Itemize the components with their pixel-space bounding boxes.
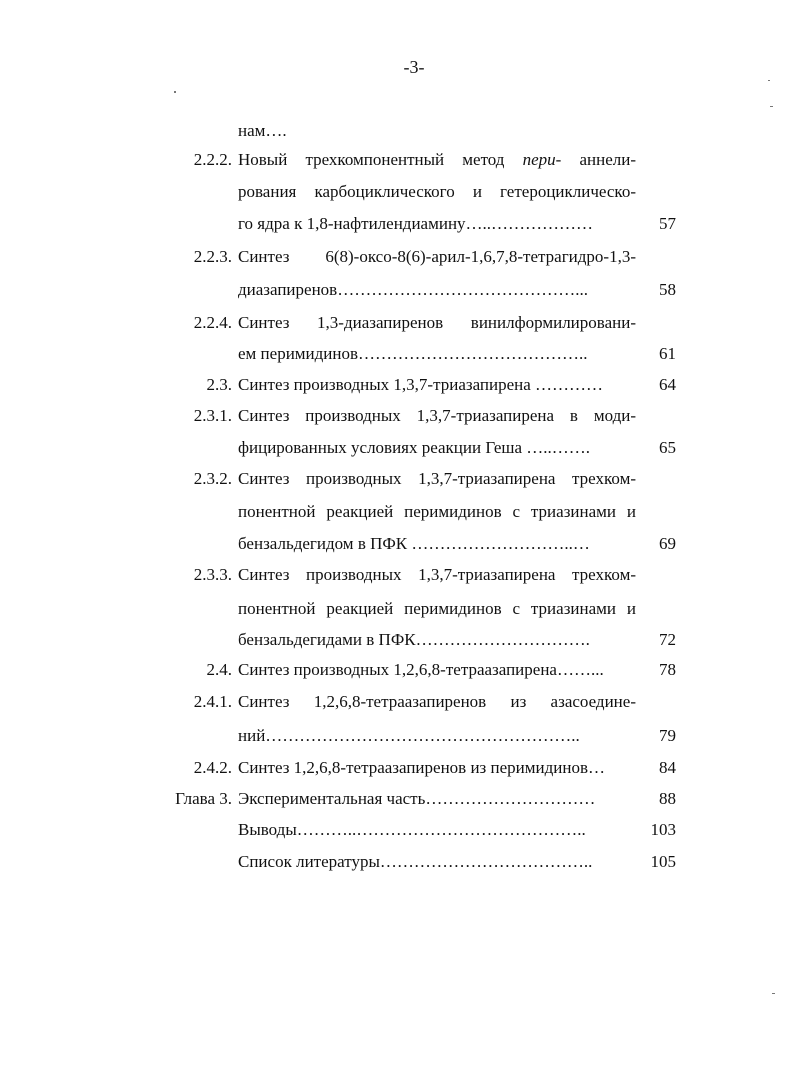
toc-entry-text: Выводы………..…………………………………..	[238, 820, 586, 839]
toc-entry-number: 2.4.	[206, 660, 232, 679]
toc-entry-number: 2.3.1.	[193, 406, 232, 425]
toc-entry-text: рования карбоциклического и гетероциклическо-	[238, 182, 636, 201]
toc-entry-number: 2.2.3.	[193, 247, 232, 266]
toc-entry-text: Синтез производных 1,3,7-триазапирена …………	[238, 375, 604, 394]
toc-entry-text: Синтез 6(8)-оксо-8(6)-арил-1,6,7,8-тетрагидро-1,3-	[238, 247, 636, 266]
toc-entry-text: Синтез 1,2,6,8-тетраазапиренов из перимидинов…	[238, 758, 605, 777]
toc-entry-text: фицированных условиях реакции Геша …..…….	[238, 438, 591, 457]
toc-entry-text: Синтез производных 1,3,7-триазапирена трехком-	[238, 469, 636, 488]
toc-entry-text: Новый трехкомпонентный метод пери- аннели-	[238, 150, 636, 169]
toc-page-number: 57	[659, 214, 676, 233]
toc-entry-number: 2.2.2.	[193, 150, 232, 169]
toc-page-number: 103	[650, 820, 676, 839]
toc-entry-number: 2.4.1.	[193, 692, 232, 711]
scan-speck	[174, 91, 176, 93]
toc-entry-number: 2.3.	[206, 375, 232, 394]
toc-entry-number: 2.3.3.	[193, 565, 232, 584]
toc-entry-text: бензальдегидами в ПФК………………………….	[238, 630, 590, 649]
toc-page-number: 88	[659, 789, 676, 808]
toc-entry-text: Синтез 1,2,6,8-тетраазапиренов из азасоедине-	[238, 692, 636, 711]
scan-speck	[768, 80, 770, 81]
toc-entry-number: Глава 3.	[175, 789, 232, 808]
toc-entry-text: ний………………………………………………..	[238, 726, 580, 745]
toc-entry-text: Синтез 1,3-диазапиренов винилформилировани-	[238, 313, 636, 332]
scan-speck	[772, 993, 775, 994]
toc-entry-text: бензальдегидом в ПФК ………………………..…	[238, 534, 590, 553]
toc-page-number: 84	[659, 758, 676, 777]
toc-page-number: 58	[659, 280, 676, 299]
toc-entry-text: го ядра к 1,8-нафтилендиамину…..………………	[238, 214, 594, 233]
toc-entry-text: Синтез производных 1,2,6,8-тетраазапирена……...	[238, 660, 604, 679]
toc-page-number: 61	[659, 344, 676, 363]
toc-entry-text: диазапиренов……………………………………...	[238, 280, 588, 299]
toc-entry-number: 2.3.2.	[193, 469, 232, 488]
toc-page-number: 79	[659, 726, 676, 745]
toc-entry-text: нам….	[238, 121, 287, 140]
toc-entry-text: понентной реакцией перимидинов с триазинами и	[238, 599, 636, 618]
toc-entry-text: Экспериментальная часть…………………………	[238, 789, 596, 808]
toc-page-number: 69	[659, 534, 676, 553]
toc-page-number: 78	[659, 660, 676, 679]
toc-entry-number: 2.4.2.	[193, 758, 232, 777]
toc-page-number: 65	[659, 438, 676, 457]
toc-entry-text: Список литературы………………………………..	[238, 852, 593, 871]
toc-page-number: 72	[659, 630, 676, 649]
page-number: -3-	[403, 57, 425, 77]
toc-page-number: 105	[650, 852, 676, 871]
toc-entry-text: Синтез производных 1,3,7-триазапирена в моди-	[238, 406, 636, 425]
toc-page-number: 64	[659, 375, 676, 394]
toc-entry-text: ем перимидинов…………………………………..	[238, 344, 588, 363]
toc-entry-text: Синтез производных 1,3,7-триазапирена трехком-	[238, 565, 636, 584]
toc-entry-text: понентной реакцией перимидинов с триазинами и	[238, 502, 636, 521]
scan-speck	[770, 106, 773, 107]
toc-entry-number: 2.2.4.	[193, 313, 232, 332]
